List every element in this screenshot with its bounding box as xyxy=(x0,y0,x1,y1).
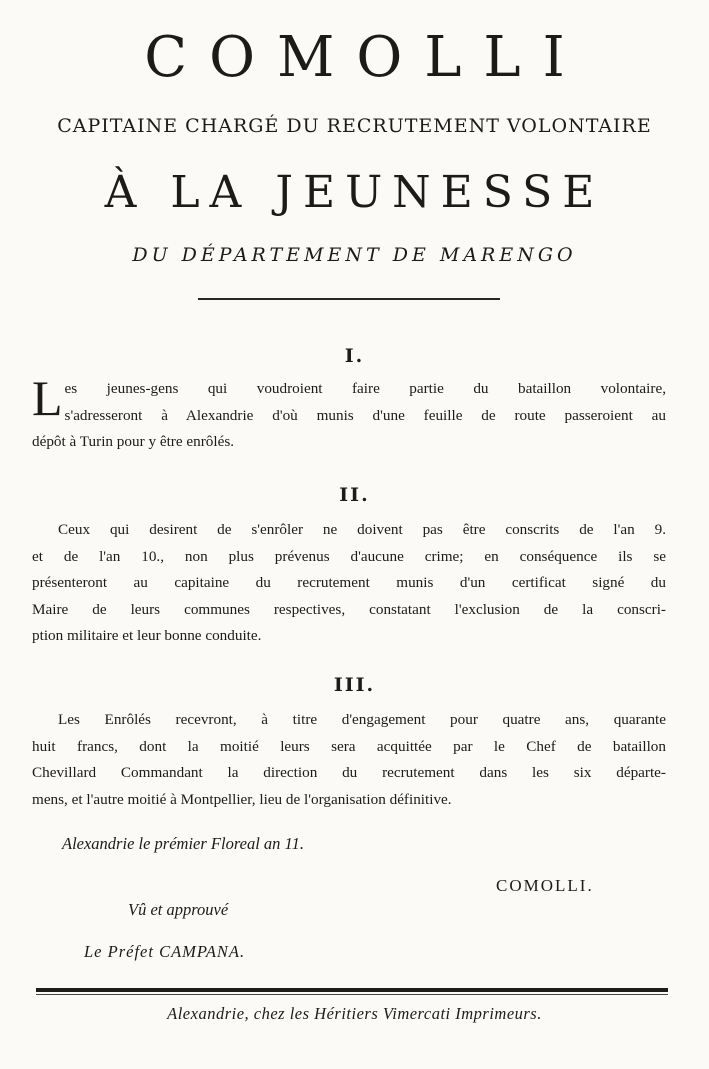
section-paragraph xyxy=(32,707,666,813)
paragraph-line: dépôt à Turin pour y être enrôlés. xyxy=(32,433,235,450)
paragraph-line: Ceux qui desirent de s'enrôler ne doivent pas être conscrits de l'an 9. xyxy=(58,521,666,538)
paragraph-line: huit francs, dont la moitié leurs sera acquittée par le Chef de bataillon xyxy=(32,737,666,755)
paragraph-line: et de l'an 10., non plus prévenus d'aucune crime; en conséquence ils se xyxy=(32,547,666,565)
header-divider xyxy=(198,298,500,300)
prefect-signature: Le Préfet CAMPANA. xyxy=(84,942,246,961)
paragraph-line: ption militaire et leur bonne conduite. xyxy=(32,627,262,644)
section-paragraph xyxy=(32,517,666,650)
paragraph-line: es jeunes-gens qui voudroient faire partie du bataillon volontaire, xyxy=(64,380,666,397)
drop-cap: L xyxy=(32,370,63,426)
paragraph-line: Les Enrôlés recevront, à titre d'engagement pour quatre ans, quarante xyxy=(58,711,666,728)
footer-divider-thin xyxy=(36,994,668,995)
printer-imprint: Alexandrie, chez les Héritiers Vimercati Imprimeurs. xyxy=(167,1004,542,1023)
section-number: II. xyxy=(339,484,370,506)
footer-divider xyxy=(36,988,668,992)
department-subtitle: DU DÉPARTEMENT DE MARENGO xyxy=(132,244,577,266)
paragraph-line: présenteront au capitaine du recrutement munis d'un certificat signé du xyxy=(32,574,666,591)
paragraph-line: mens, et l'autre moitié à Montpellier, lieu de l'organisation définitive. xyxy=(32,790,452,808)
section-number: III. xyxy=(333,674,376,696)
author-role: CAPITAINE CHARGÉ DU RECRUTEMENT VOLONTAIRE xyxy=(57,115,652,137)
approval-note: Vû et approuvé xyxy=(128,900,229,919)
paragraph-line: Maire de leurs communes respectives, constatant l'exclusion de la conscri- xyxy=(32,600,666,618)
section-number: I. xyxy=(344,345,365,367)
place-date: Alexandrie le prémier Floreal an 11. xyxy=(62,834,304,853)
paragraph-line: s'adresseront à Alexandrie d'où munis d'une feuille de route passeroient au xyxy=(64,406,666,424)
section-paragraph xyxy=(32,370,666,456)
signature: COMOLLI. xyxy=(496,876,594,895)
paragraph-line: Chevillard Commandant la direction du recrutement dans les six départe- xyxy=(32,764,666,781)
headline: À LA JEUNESSE xyxy=(104,167,605,218)
author-heading: COMOLLI xyxy=(144,25,587,90)
